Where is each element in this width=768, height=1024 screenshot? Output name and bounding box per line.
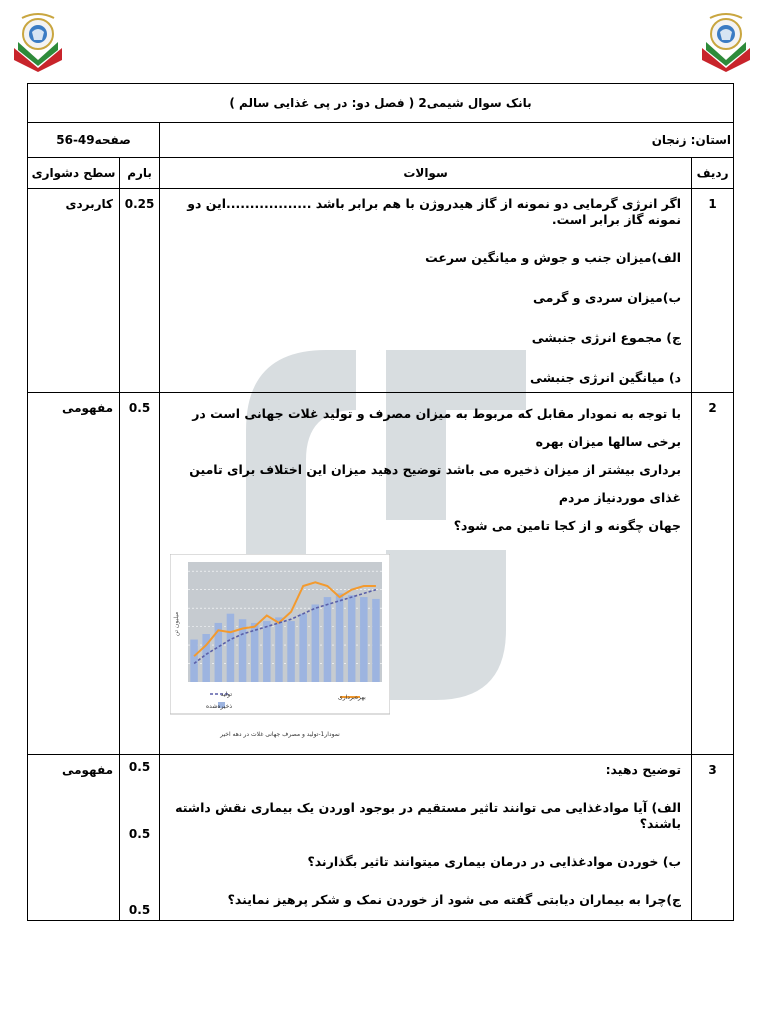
option-d: د) میانگین انرژی جنبشی: [530, 370, 682, 385]
cereal-chart: [170, 554, 390, 754]
stock-bar: [372, 599, 380, 682]
question-heading: توضیح دهید:: [605, 762, 682, 777]
column-score: بارم: [120, 158, 160, 189]
legend-production-label: تولید: [220, 691, 233, 698]
question-score: 0.25: [120, 189, 160, 393]
difficulty-level: کاربردی: [28, 189, 120, 393]
sub-question-b: ب) خوردن موادغذایی در درمان بیماری میتوانند تاثیر بگذارند؟: [307, 854, 682, 869]
question-score: 0.5: [128, 760, 151, 774]
question-score: 0.5: [128, 903, 151, 917]
stock-bar: [287, 621, 295, 682]
stock-bar: [360, 597, 368, 682]
stock-bar: [336, 593, 344, 682]
question-text: [160, 393, 692, 755]
column-row: ردیف: [692, 158, 734, 189]
legend-consumption-label: بهره‌برداری: [338, 694, 366, 701]
question-scores: [120, 755, 160, 921]
question-line: جهان چگونه و از کجا تامین می شود؟: [453, 518, 682, 533]
school-emblem-right-icon: [700, 10, 752, 72]
column-questions: سوالات: [160, 158, 692, 189]
chart-caption: نمودار1-تولید و مصرف جهانی غلات در دهه اخیر: [220, 731, 340, 738]
legend-stock-label: ذخیره‌شده: [206, 703, 233, 710]
option-a: الف)میزان جنب و جوش و میانگین سرعت: [425, 250, 682, 265]
stock-bar: [190, 640, 198, 682]
stock-bar: [263, 621, 271, 682]
stock-bar: [348, 595, 356, 682]
question-row-2: [28, 393, 734, 755]
stock-bar: [299, 614, 307, 682]
chart-svg: [170, 554, 390, 754]
option-b: ب)میزان سردی و گرمی: [533, 290, 682, 305]
question-number: 2: [692, 393, 734, 755]
sub-question-a: الف) آیا موادغذایی می توانند تاثیر مستقیم در بوجود اوردن یک بیماری نقش داشته باشند؟: [175, 800, 682, 831]
question-line: با توجه به نمودار مقابل که مربوط به میزان مصرف و تولید غلات جهانی است در برخی سالها میزان بهره: [192, 406, 682, 449]
sub-question-c: ج)چرا به بیماران دیابتی گفته می شود از خوردن نمک و شکر پرهیز نمایند؟: [227, 892, 682, 907]
stock-bar: [312, 604, 320, 682]
question-number: 3: [692, 755, 734, 921]
question-line: برداری بیشتر از میزان ذخیره می باشد توضیح دهید میزان این اختلاف برای تامین غذای موردنیاز مردم: [189, 462, 682, 505]
question-row-1: [28, 189, 734, 393]
province-label: استان: زنجان: [160, 123, 734, 158]
question-score: 0.5: [128, 827, 151, 841]
difficulty-level: مفهومی: [28, 393, 120, 755]
question-number: 1: [692, 189, 734, 393]
page-title: بانک سوال شیمی2 ( فصل دو: در پی غذایی سالم ): [28, 84, 734, 123]
question-text: [160, 189, 692, 393]
school-emblem-left-icon: [12, 10, 64, 72]
y-axis-label: میلیون تن: [173, 611, 181, 637]
option-c: ج) مجموع انرژی جنبشی: [531, 330, 682, 345]
question-row-3: [28, 755, 734, 921]
stock-bar: [275, 617, 283, 682]
page-range: صفحه49-56: [28, 123, 160, 158]
exam-question-table: [27, 83, 734, 921]
stock-bar: [324, 597, 332, 682]
question-stem: اگر انرژی گرمایی دو نمونه از گاز هیدروژن با هم برابر باشد ..................این دو نمونه گاز برابر است.: [187, 196, 682, 227]
column-level: سطح دشواری: [28, 158, 120, 189]
stock-bar: [227, 614, 235, 682]
difficulty-level: مفهومی: [28, 755, 120, 921]
question-text: [160, 755, 692, 921]
question-score: 0.5: [120, 393, 160, 755]
